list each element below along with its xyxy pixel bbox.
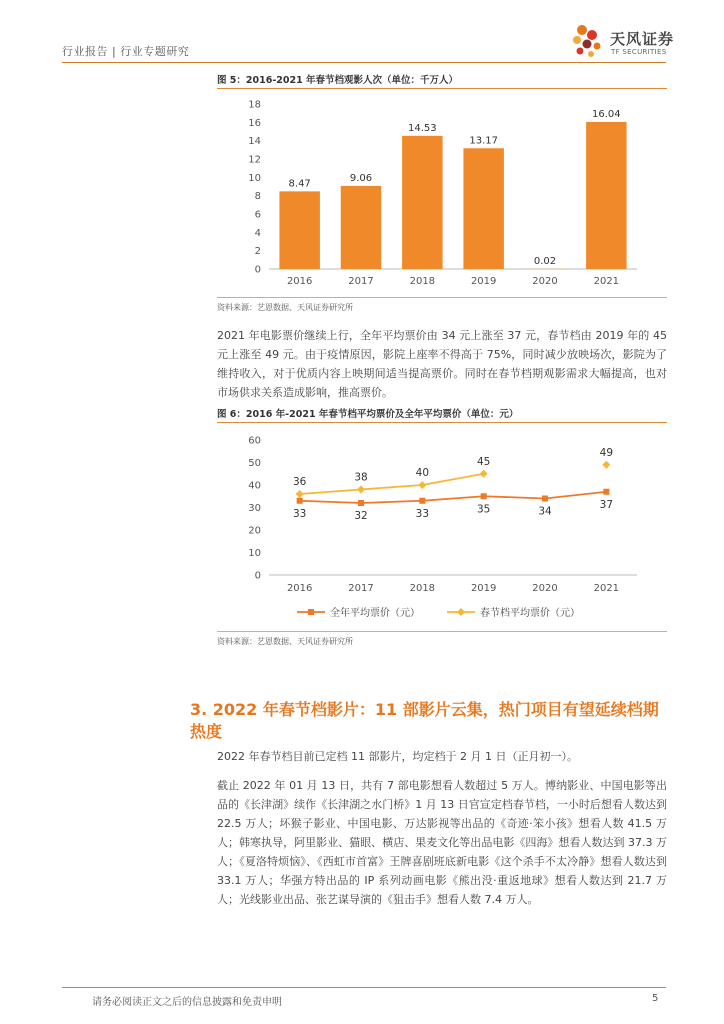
brand-name: 天风证券 bbox=[610, 30, 675, 48]
report-header bbox=[62, 43, 189, 59]
y-tick-label: 12 bbox=[248, 154, 261, 166]
data-value-label: 36 bbox=[292, 476, 307, 488]
x-tick-label: 2019 bbox=[470, 276, 497, 287]
section-heading: 3. 2022 年春节档影片：11 部影片云集，热门项目有望延续档期热度 bbox=[190, 700, 659, 741]
data-point-square bbox=[481, 493, 487, 499]
data-point-diamond bbox=[418, 481, 426, 489]
data-point-square bbox=[297, 498, 303, 504]
y-tick-label: 30 bbox=[248, 503, 261, 514]
bar bbox=[586, 122, 626, 269]
data-point-square bbox=[603, 489, 609, 495]
data-value-label: 33 bbox=[415, 507, 430, 520]
data-value-label: 45 bbox=[476, 455, 491, 468]
figure5-title-rule bbox=[217, 88, 667, 89]
x-tick-label: 2019 bbox=[470, 583, 497, 594]
legend-label: 全年平均票价（元） bbox=[330, 608, 420, 619]
data-value-label: 38 bbox=[354, 471, 368, 484]
bar-value-label: 9.06 bbox=[349, 172, 373, 184]
x-tick-label: 2021 bbox=[593, 276, 620, 287]
y-tick-label: 10 bbox=[248, 548, 261, 559]
figure5-source: 资料来源：艺恩数据、天风证券研究所 bbox=[217, 303, 353, 312]
want-to-see-paragraph: 截止 2022 年 01 月 13 日，共有 7 部电影想看人数超过 5 万人。博纳影业、中国电影等出品的《长津湖》续作《长津湖之水门桥》1 月 13 日官宣定档春节档，一小时后想看人数达到 22.5 万人；坏猴子影业、中国电影、万达影视等出品的《奇迹·笨小孩》想看人数 41.5 万人；韩寒执导，阿里影业、猫眼、横店、果麦文化等出品电影《四海》想看人数达到 37.3 万人；《夏洛特烦恼》、《西虹市首富》王牌喜剧班底新电影《这个杀手不太冷静》想看人数达到 33.1 万人；华强方特出品的 IP 系列动画电影《熊出没·重返地球》想看人数达到 21.7 万人；光线影业出品、张艺谋导演的《狙击手》想看人数 7.4 万人。 bbox=[217, 779, 667, 906]
footer-divider bbox=[62, 987, 666, 988]
figure6-source: 资料来源：艺恩数据、天风证券研究所 bbox=[217, 637, 353, 646]
data-point-square bbox=[542, 496, 548, 502]
y-tick-label: 0 bbox=[254, 264, 261, 276]
data-value-label: 34 bbox=[538, 505, 552, 518]
y-tick-label: 8 bbox=[254, 191, 261, 203]
y-tick-label: 0 bbox=[254, 570, 261, 582]
bar-value-label: 13.17 bbox=[469, 135, 498, 147]
brand-name-en: TF SECURITIES bbox=[611, 48, 667, 56]
y-tick-label: 60 bbox=[248, 435, 261, 447]
data-point-diamond bbox=[480, 470, 488, 478]
header-divider bbox=[62, 62, 666, 63]
legend-marker-square bbox=[308, 609, 314, 615]
ticket-price-line-chart bbox=[217, 426, 667, 631]
x-tick-label: 2017 bbox=[348, 276, 374, 287]
bar-value-label: 8.47 bbox=[288, 178, 311, 190]
x-tick-label: 2017 bbox=[348, 583, 374, 594]
y-tick-label: 2 bbox=[254, 246, 261, 258]
figure5-bottom-rule bbox=[217, 297, 667, 298]
series-line bbox=[300, 492, 607, 503]
ticket-price-paragraph: 2021 年电影票价继续上行，全年平均票价由 34 元上涨至 37 元，春节档由 2019 年的 45 元上涨至 49 元。由于疫情原因，影院上座率不得高于 75%，同时减少放映场次，影院为了维持收入，对于优质内容上映期间适当提高票价。同时在春节档期观影需求大幅提高，也对市场供求关系造成影响，推高票价。 bbox=[217, 329, 667, 399]
legend-label: 春节档平均票价（元） bbox=[480, 608, 580, 619]
bar-value-label: 14.53 bbox=[408, 122, 437, 134]
y-tick-label: 40 bbox=[248, 480, 261, 492]
data-point-diamond bbox=[357, 486, 365, 494]
flower-logo-icon bbox=[568, 22, 608, 62]
report-category: 行业专题研究 bbox=[120, 45, 190, 58]
data-value-label: 33 bbox=[292, 507, 307, 520]
x-tick-label: 2016 bbox=[286, 583, 313, 594]
data-point-diamond bbox=[296, 490, 304, 498]
bar bbox=[463, 148, 503, 269]
header-separator: | bbox=[112, 45, 121, 58]
y-tick-label: 10 bbox=[248, 172, 261, 184]
figure6-bottom-rule bbox=[217, 631, 667, 632]
legend-marker-diamond bbox=[457, 608, 465, 616]
figure5-title: 图 5：2016-2021 年春节档观影人次（单位：千万人） bbox=[217, 75, 459, 86]
y-tick-label: 16 bbox=[248, 117, 261, 129]
x-tick-label: 2018 bbox=[409, 276, 436, 287]
data-value-label: 37 bbox=[599, 498, 614, 511]
figure6-title-rule bbox=[217, 422, 667, 423]
data-point-diamond bbox=[602, 461, 610, 469]
y-tick-label: 4 bbox=[254, 227, 261, 239]
release-schedule-paragraph: 2022 年春节档目前已定档 11 部影片，均定档于 2 月 1 日（正月初一）。 bbox=[217, 750, 578, 763]
x-tick-label: 2018 bbox=[409, 583, 436, 594]
attendance-bar-chart bbox=[217, 92, 667, 297]
bar bbox=[341, 186, 381, 269]
y-tick-label: 20 bbox=[248, 525, 261, 537]
y-tick-label: 6 bbox=[254, 209, 261, 221]
data-point-square bbox=[419, 498, 425, 504]
page-number: 5 bbox=[652, 993, 659, 1004]
x-tick-label: 2016 bbox=[286, 276, 313, 287]
footer-disclaimer: 请务必阅读正文之后的信息披露和免责申明 bbox=[92, 997, 282, 1008]
bar bbox=[402, 136, 442, 269]
x-tick-label: 2021 bbox=[593, 583, 620, 594]
bar-value-label: 0.02 bbox=[533, 255, 557, 267]
figure6-title: 图 6：2016 年-2021 年春节档平均票价及全年平均票价（单位：元） bbox=[217, 409, 519, 420]
y-tick-label: 18 bbox=[248, 99, 261, 111]
data-value-label: 35 bbox=[476, 503, 491, 516]
data-value-label: 49 bbox=[599, 446, 614, 459]
y-tick-label: 50 bbox=[248, 458, 261, 469]
x-tick-label: 2020 bbox=[532, 583, 558, 594]
y-tick-label: 14 bbox=[248, 136, 261, 148]
data-value-label: 40 bbox=[415, 467, 430, 479]
bar bbox=[279, 191, 319, 269]
brand-logo bbox=[568, 22, 678, 62]
data-point-square bbox=[358, 500, 364, 506]
data-value-label: 32 bbox=[354, 510, 368, 522]
x-tick-label: 2020 bbox=[532, 276, 558, 287]
report-type: 行业报告 bbox=[62, 45, 108, 58]
bar-value-label: 16.04 bbox=[592, 108, 621, 120]
